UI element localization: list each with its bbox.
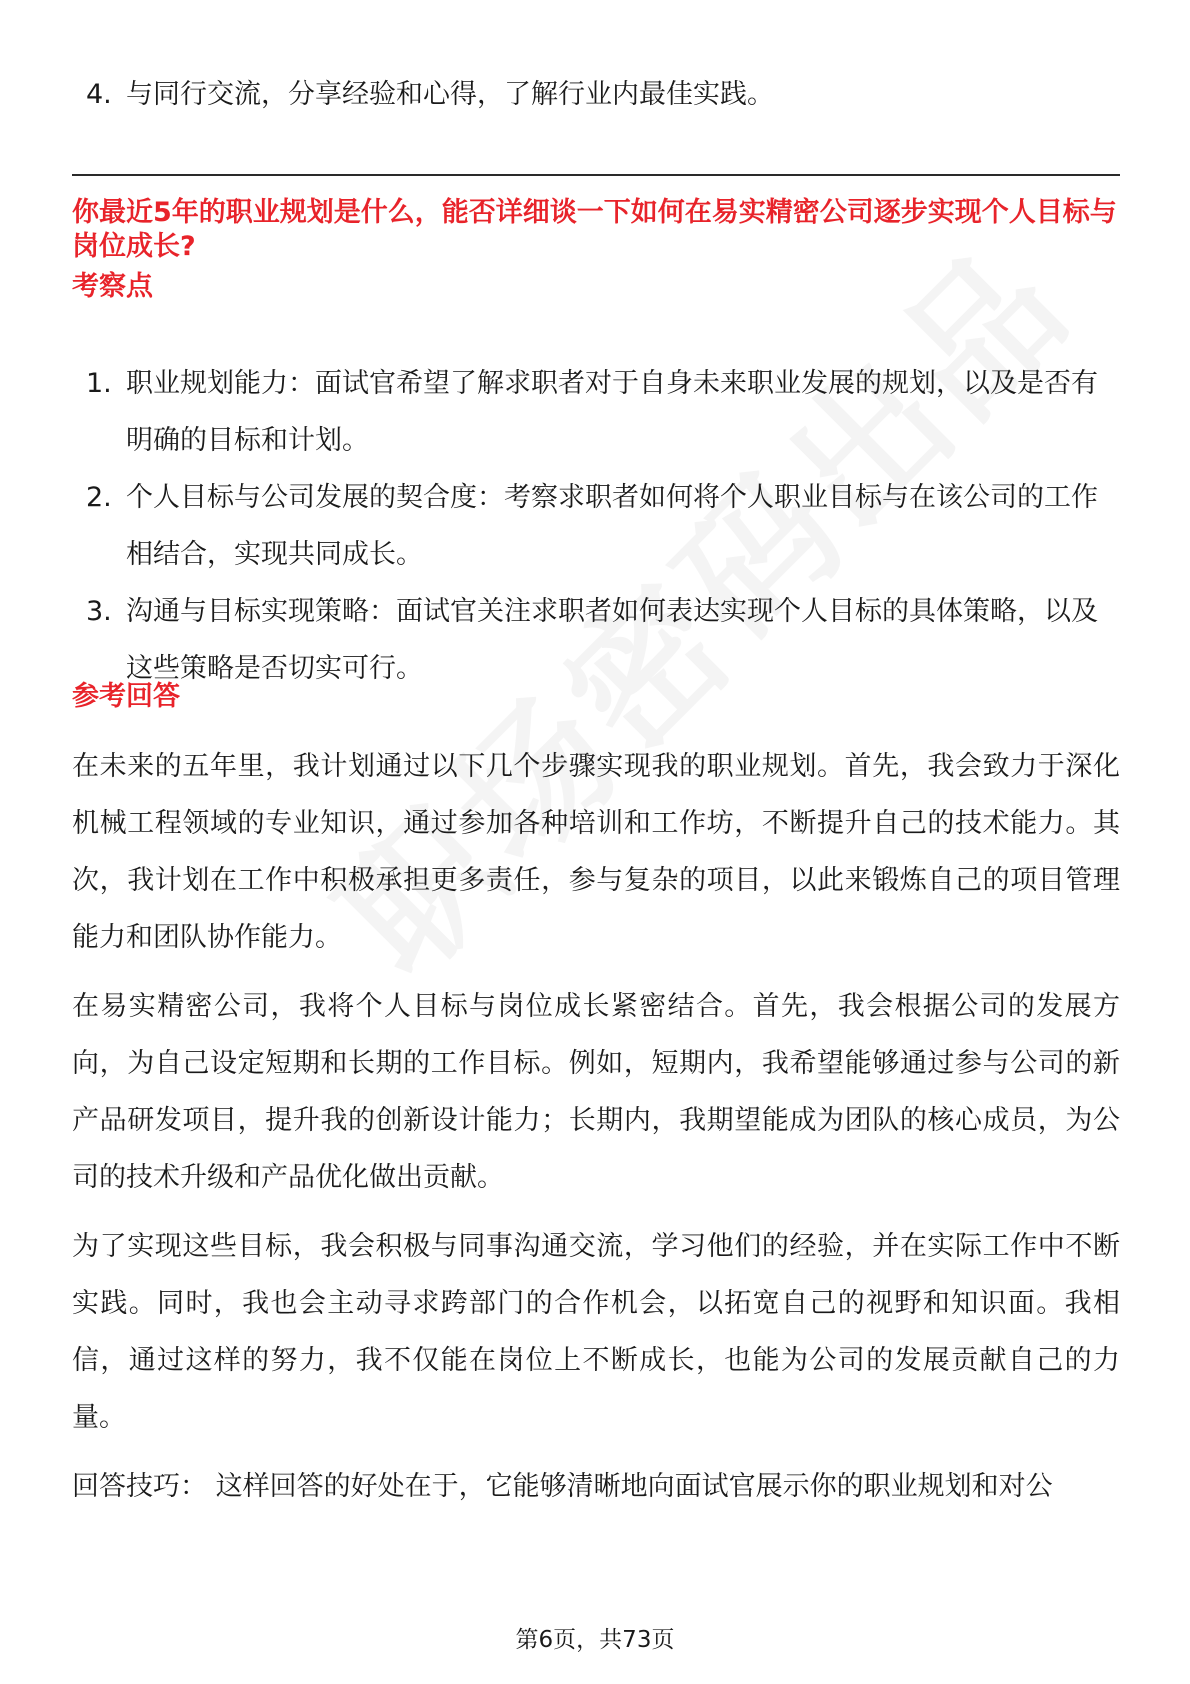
reference-answer-heading: 参考回答 bbox=[72, 681, 180, 712]
list-item-number: 2. bbox=[86, 482, 112, 513]
list-item-number: 4. bbox=[86, 79, 112, 110]
answer-paragraph: 为了实现这些目标，我会积极与同事沟通交流，学习他们的经验，并在实际工作中不断实践。同时，我也会主动寻求跨部门的合作机会，以拓宽自己的视野和知识面。我相信，通过这样的努力，我不仅能在岗位上不断成长，也能为公司的发展贡献自己的力量。 bbox=[72, 1231, 1120, 1433]
list-item-text: 个人目标与公司发展的契合度：考察求职者如何将个人职业目标与在该公司的工作相结合，实现共同成长。 bbox=[126, 482, 1098, 570]
list-item-text: 与同行交流，分享经验和心得，了解行业内最佳实践。 bbox=[126, 79, 774, 110]
list-item-text: 职业规划能力：面试官希望了解求职者对于自身未来职业发展的规划，以及是否有明确的目标和计划。 bbox=[126, 368, 1098, 456]
page-number-footer: 第6页，共73页 bbox=[515, 1627, 675, 1653]
answer-tips-paragraph: 回答技巧： 这样回答的好处在于，它能够清晰地向面试官展示你的职业规划和对公 bbox=[72, 1471, 1053, 1502]
list-item bbox=[72, 355, 1120, 469]
list-item bbox=[72, 583, 1120, 697]
answer-paragraph: 在易实精密公司，我将个人目标与岗位成长紧密结合。首先，我会根据公司的发展方向，为自己设定短期和长期的工作目标。例如，短期内，我希望能够通过参与公司的新产品研发项目，提升我的创新设计能力；长期内，我期望能成为团队的核心成员，为公司的技术升级和产品优化做出贡献。 bbox=[72, 991, 1120, 1193]
answer-paragraph: 在未来的五年里，我计划通过以下几个步骤实现我的职业规划。首先，我会致力于深化机械工程领域的专业知识，通过参加各种培训和工作坊，不断提升自己的技术能力。其次，我计划在工作中积极承担更多责任，参与复杂的项目，以此来锻炼自己的项目管理能力和团队协作能力。 bbox=[72, 751, 1120, 953]
review-points-heading: 考察点 bbox=[72, 271, 153, 302]
continued-list bbox=[72, 66, 1120, 123]
review-points-list bbox=[72, 355, 1120, 697]
interview-question: 你最近5年的职业规划是什么，能否详细谈一下如何在易实精密公司逐步实现个人目标与岗位成长? bbox=[72, 197, 1117, 262]
list-item bbox=[72, 469, 1120, 583]
list-item-text: 沟通与目标实现策略：面试官关注求职者如何表达实现个人目标的具体策略，以及这些策略是否切实可行。 bbox=[126, 596, 1098, 684]
section-divider bbox=[72, 174, 1120, 176]
list-item-number: 3. bbox=[86, 596, 112, 627]
list-item-number: 1. bbox=[86, 368, 112, 399]
list-item bbox=[72, 66, 1120, 123]
